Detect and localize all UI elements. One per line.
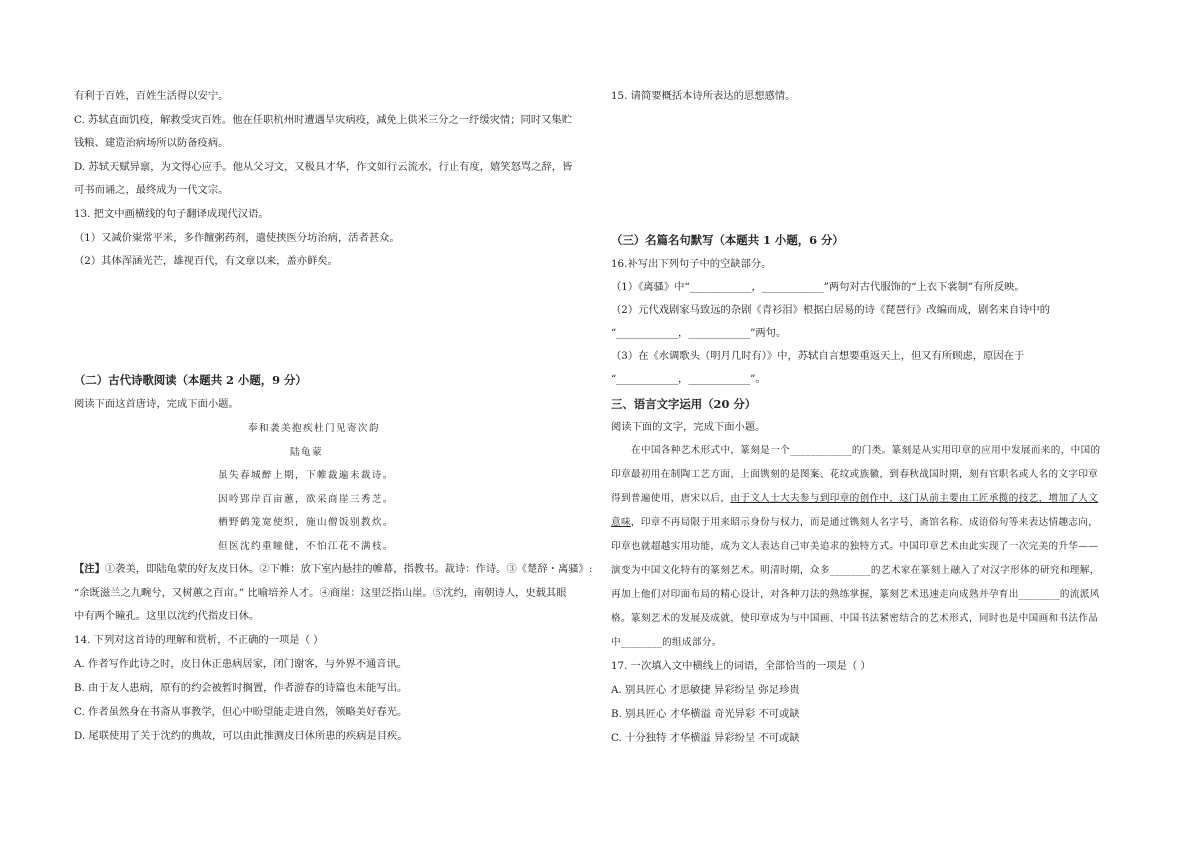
question-13: 13. 把文中画横线的句子翻译成现代汉语。 xyxy=(74,208,269,220)
q16-item-1: （1）《离骚》中“____________，____________”两句对古代服饰的“上衣下裳制”有所反映。 xyxy=(611,281,1025,293)
poem-note: 中有两个瞳孔。这里以沈约代指皮日休。 xyxy=(74,610,260,622)
q14-option-a: A. 作者写作此诗之时，皮日休正患病居家，闭门谢客，与外界不通音讯。 xyxy=(74,658,408,670)
q17-option-b: B. 别具匠心 才华横溢 奇光异彩 不可或缺 xyxy=(611,708,800,720)
poem-author: 陆龟蒙 xyxy=(290,447,323,458)
option-d-line: D. 苏轼天赋异禀，为文得心应手。他从父习文，又极具才华，作文如行云流水，行止有度，嬉笑怒骂之辞，皆 xyxy=(74,161,573,173)
passage-text: 得到普遍使用，唐宋以后， xyxy=(611,493,731,504)
text-line: 有利于百姓，百姓生活得以安宁。 xyxy=(74,90,229,102)
passage-line: 印章也就超越实用功能，成为文人表达自己审美追求的独特方式。中国印章艺术由此实现了一次完美的升华—— xyxy=(611,541,1099,552)
option-c-line: C. 苏轼直面饥疫，解救受灾百姓。他在任职杭州时遭遇旱灾病疫，减免上供米三分之一纾缓灾情；同时又集贮 xyxy=(74,114,573,126)
part-title: 三、语言文字运用（20 分） xyxy=(611,397,757,411)
q14-option-b: B. 由于友人患病，原有的约会被暂时搁置，作者游春的诗篇也未能写出。 xyxy=(74,682,408,694)
question-15: 15. 请简要概括本诗所表达的思想感情。 xyxy=(611,90,796,102)
passage-line: 再加上他们对印面布局的精心设计，对各种刀法的熟练掌握，篆刻艺术迅速走向成熟并孕育出________的流派风 xyxy=(611,589,1100,600)
question-16: 16.补写出下列句子中的空缺部分。 xyxy=(611,258,772,270)
q14-option-d: D. 尾联使用了关于沈约的典故，可以由此推测皮日休所患的疾病是目疾。 xyxy=(74,730,408,742)
section-title: （三）名篇名句默写（本题共 1 小题，6 分） xyxy=(611,233,844,247)
underlined-sentence: 意味 xyxy=(611,517,631,528)
passage-line: 中________的组成部分。 xyxy=(611,637,722,648)
passage-line: 格。篆刻艺术的发展及成就，使印章成为与中国画、中国书法紧密结合的艺术形式，同时也是中国画和书法作品 xyxy=(611,613,1099,624)
poem-note xyxy=(74,562,592,576)
passage-line xyxy=(611,516,1098,530)
option-c-line: 钱粮、建造治病场所以防备疫病。 xyxy=(74,137,229,149)
q16-item-3: （3）在《水调歌头（明月几时有）》中，苏轼自言想要重返天上，但又有所顾虑，原因在于 xyxy=(611,350,1025,362)
q16-item-3-blanks: “____________，____________”。 xyxy=(611,373,766,385)
underlined-sentence: 由于文人士大夫参与到印章的创作中，这门从前主要由工匠承揽的技艺，增加了人文 xyxy=(730,493,1099,504)
section-title: （二）古代诗歌阅读（本题共 2 小题，9 分） xyxy=(74,373,307,387)
q14-option-c: C. 作者虽然身在书斋从事教学，但心中盼望能走进自然，领略美好春光。 xyxy=(74,706,408,718)
q16-item-2-blanks: “____________，____________”两句。 xyxy=(611,327,787,339)
passage-line: 演变为中国文化特有的篆刻艺术。明清时期，众多________的艺术家在篆刻上融入了对汉字形体的研究和理解， xyxy=(611,565,1100,576)
poem-line: 虽失春城醉上期，下帷裁遍未裁诗。 xyxy=(218,470,394,481)
passage-line xyxy=(611,492,1098,506)
option-d-line: 可书而诵之，最终成为一代文宗。 xyxy=(74,184,229,196)
poem-line: 但医沈约重瞳健，不怕江花不满枝。 xyxy=(218,541,394,552)
question-14: 14. 下列对这首诗的理解和赏析，不正确的一项是（ ） xyxy=(74,634,324,646)
section-intro: 阅读下面这首唐诗，完成下面小题。 xyxy=(74,398,239,410)
poem-line: 因吟郢岸百亩蕙，欲采商崖三秀芝。 xyxy=(218,494,394,505)
q17-option-c: C. 十分独特 才华横溢 异彩纷呈 不可或缺 xyxy=(611,732,800,744)
note-text: ①袭美，即陆龟蒙的好友皮日休。②下帷：放下室内悬挂的帷幕，指教书。裁诗：作诗。③《楚辞・离骚》: xyxy=(104,563,593,575)
poem-line: 栖野鹤笼宽使织，施山僧饭别教炊。 xyxy=(218,517,394,528)
question-17: 17. 一次填入文中横线上的词语，全部恰当的一项是（ ） xyxy=(611,660,871,672)
passage-line: 在中国各种艺术形式中，篆刻是一个____________的门类。篆刻是从实用印章的应用中发展而来的，中国的 xyxy=(631,445,1101,456)
poem-title: 奉和袭美抱疾杜门见寄次韵 xyxy=(248,423,380,434)
note-label: 【注】 xyxy=(74,563,105,575)
q17-option-a: A. 别具匠心 才思敏捷 异彩纷呈 弥足珍贵 xyxy=(611,684,800,696)
q13-item-2: （2）其体浑涵光芒，雄视百代，有文章以来，盖亦鲜矣。 xyxy=(74,255,338,267)
poem-note: “余既滋兰之九畹兮，又树蕙之百亩。” 比喻培养人才。④商崖：这里泛指山崖。⑤沈约，南朝诗人，史载其眼 xyxy=(74,587,567,599)
q16-item-2: （2）元代戏剧家马致远的杂剧《青衫泪》根据白居易的诗《琵琶行》改编而成，剧名来自诗中的 xyxy=(611,304,1051,316)
passage-text: ，印章不再局限于用来昭示身份与权力，而是通过镌刻人名字号、斋馆名称、成语俗句等来表达情趣志向， xyxy=(630,517,1099,528)
q13-item-1: （1）又减价粜常平米，多作饘粥药剂，遣使挟医分坊治病，活者甚众。 xyxy=(74,232,400,244)
passage-line: 印章最初用在制陶工艺方面，上面镌刻的是图案、花纹或族徽，到春秋战国时期，刻有官职名或人名的文字印章 xyxy=(611,469,1099,480)
part-intro: 阅读下面的文字，完成下面小题。 xyxy=(611,421,766,433)
